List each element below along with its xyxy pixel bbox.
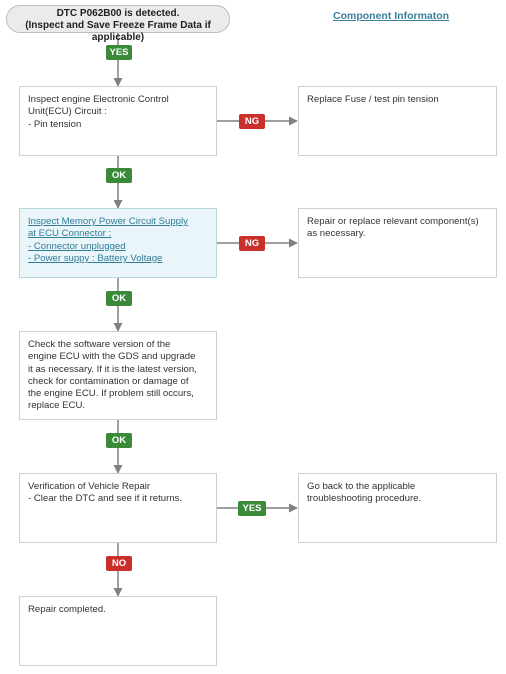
- start-subtitle: (Inspect and Save Freeze Frame Data if applicable): [25, 20, 211, 43]
- step2-link-unplugged[interactable]: - Connector unplugged: [28, 240, 126, 252]
- step1-box: [19, 86, 217, 156]
- step2-link-inspect[interactable]: Inspect Memory Power Circuit Supply: [28, 216, 188, 227]
- step3-line: engine ECU with the GDS and upgrade: [28, 351, 196, 363]
- step2-ng-box: [298, 208, 497, 278]
- step3-box: [19, 331, 217, 420]
- step3-line: it as necessary. If it is the latest version,: [28, 363, 197, 375]
- ng-badge-step1: NG: [239, 114, 265, 129]
- start-title: DTC P062B00 is detected.: [56, 8, 180, 19]
- step2-link-power[interactable]: - Power suppy : Battery Voltage: [28, 252, 163, 264]
- step3-line: check for contamination or damage of: [28, 375, 189, 387]
- step2-ng-line: as necessary.: [307, 228, 366, 240]
- step1-line: Inspect engine Electronic Control: [28, 94, 169, 105]
- component-information-link[interactable]: Component Informaton: [333, 10, 450, 22]
- step2-link-connector[interactable]: at ECU Connector :: [28, 228, 112, 240]
- step1-ng-line: Replace Fuse / test pin tension: [307, 94, 439, 105]
- step4-line: - Clear the DTC and see if it returns.: [28, 493, 183, 505]
- step1-line: - Pin tension: [28, 118, 82, 130]
- ok-badge-step1: OK: [106, 168, 132, 183]
- ok-badge-step2: OK: [106, 291, 132, 306]
- step4-box: [19, 473, 217, 543]
- ng-badge-step2: NG: [239, 236, 265, 251]
- step1-line: Unit(ECU) Circuit :: [28, 106, 107, 118]
- step4-yes-box: [298, 473, 497, 543]
- step2-box: [19, 208, 217, 278]
- step4-yes-line: Go back to the applicable: [307, 481, 416, 492]
- step4-line: Verification of Vehicle Repair: [28, 481, 151, 492]
- start-node: [6, 5, 230, 43]
- step3-line: replace ECU.: [28, 400, 86, 412]
- step3-line: the engine ECU. If problem still occurs,: [28, 388, 194, 400]
- step1-ng-box: [298, 86, 497, 156]
- step5-line: Repair completed.: [28, 604, 106, 615]
- yes-badge-step4: YES: [238, 501, 266, 516]
- step2-ng-line: Repair or replace relevant component(s): [307, 216, 479, 227]
- step3-line: Check the software version of the: [28, 339, 171, 350]
- step4-yes-line: troubleshooting procedure.: [307, 493, 422, 505]
- step5-box: [19, 596, 217, 666]
- ok-badge-step3: OK: [106, 433, 132, 448]
- no-badge-step4: NO: [106, 556, 132, 571]
- yes-badge-start: YES: [106, 45, 132, 60]
